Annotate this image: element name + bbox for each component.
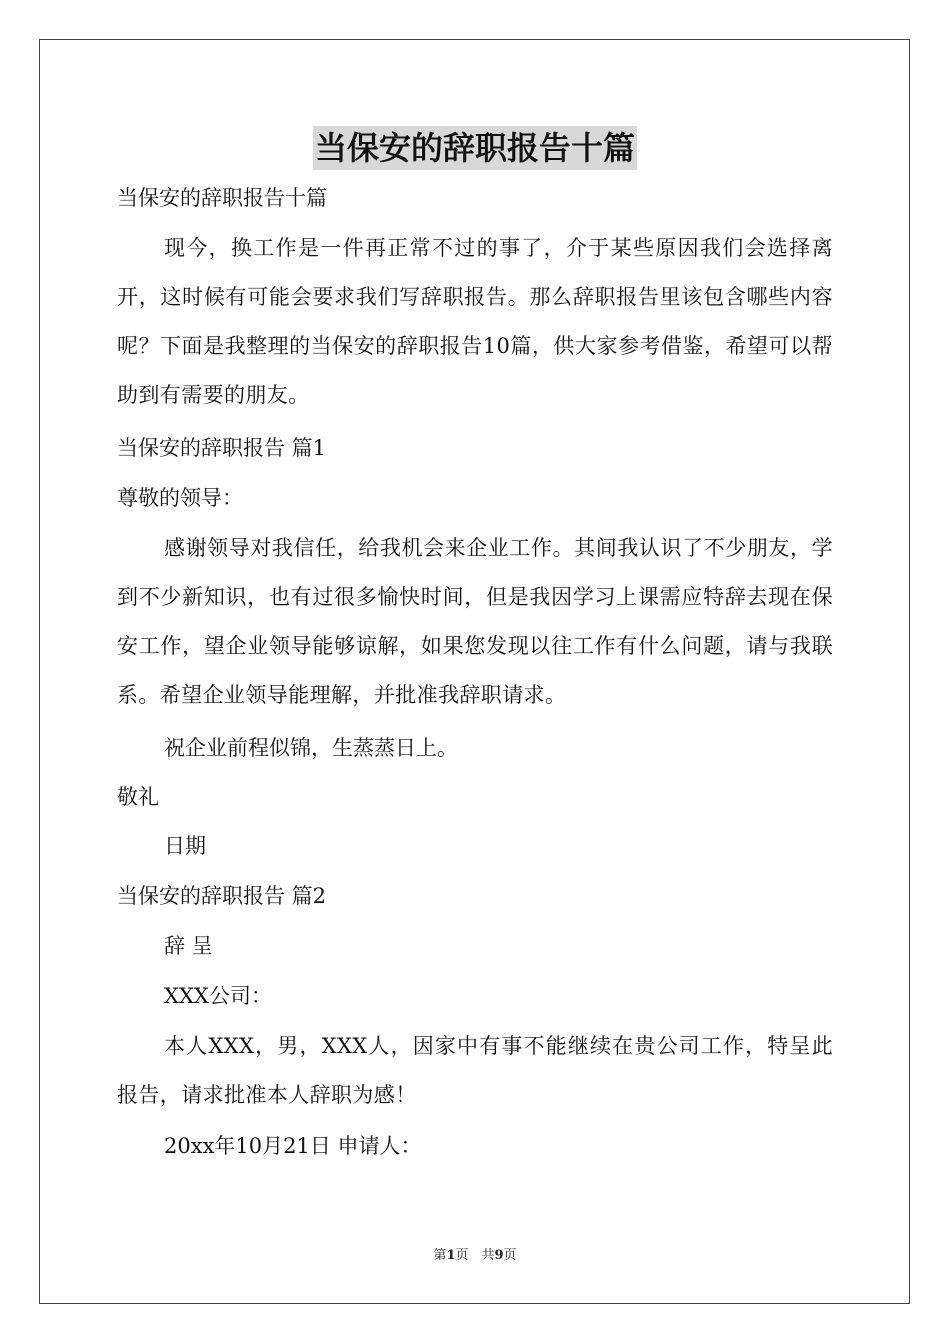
section1-heading: 当保安的辞职报告 篇1 bbox=[117, 436, 327, 460]
footer-page-total: 9 bbox=[494, 1248, 504, 1263]
section1-date: 日期 bbox=[164, 834, 206, 858]
section2-date-line: 20xx年10月21日 申请人： bbox=[164, 1134, 422, 1158]
footer-page-prefix: 第 bbox=[433, 1248, 447, 1263]
section2-salutation: XXX公司： bbox=[164, 984, 272, 1008]
document-title: 当保安的辞职报告十篇 bbox=[313, 126, 637, 170]
section1-body: 感谢领导对我信任，给我机会来企业工作。其间我认识了不少朋友，学到不少新知识，也有过很多愉快时间，但是我因学习上课需应特辞去现在保安工作，望企业领导能够谅解，如果您发现以往工作有什么问题，请与我联系。希望企业领导能理解，并批准我辞职请求。 bbox=[117, 536, 833, 707]
page-footer bbox=[0, 1248, 950, 1264]
section2-heading: 当保安的辞职报告 篇2 bbox=[117, 884, 327, 908]
section1-salutation: 尊敬的领导： bbox=[117, 486, 243, 510]
footer-page-suffix: 页 bbox=[503, 1248, 517, 1263]
footer-page-mid: 页 共 bbox=[455, 1248, 495, 1263]
section1-wish: 祝企业前程似锦，生蒸蒸日上。 bbox=[164, 736, 458, 760]
section1-closing: 敬礼 bbox=[117, 785, 159, 809]
intro-paragraph: 现今，换工作是一件再正常不过的事了，介于某些原因我们会选择离开，这时候有可能会要求我们写辞职报告。那么辞职报告里该包含哪些内容呢？下面是我整理的当保安的辞职报告10篇，供大家参考借鉴，希望可以帮助到有需要的朋友。 bbox=[117, 236, 833, 407]
section2-body: 本人XXX，男，XXX人，因家中有事不能继续在贵公司工作，特呈此报告，请求批准本人辞职为感！ bbox=[117, 1034, 833, 1107]
section2-label: 辞 呈 bbox=[164, 934, 213, 958]
document-subtitle: 当保安的辞职报告十篇 bbox=[117, 186, 327, 210]
footer-page-current: 1 bbox=[446, 1248, 456, 1263]
title-container bbox=[117, 126, 833, 170]
